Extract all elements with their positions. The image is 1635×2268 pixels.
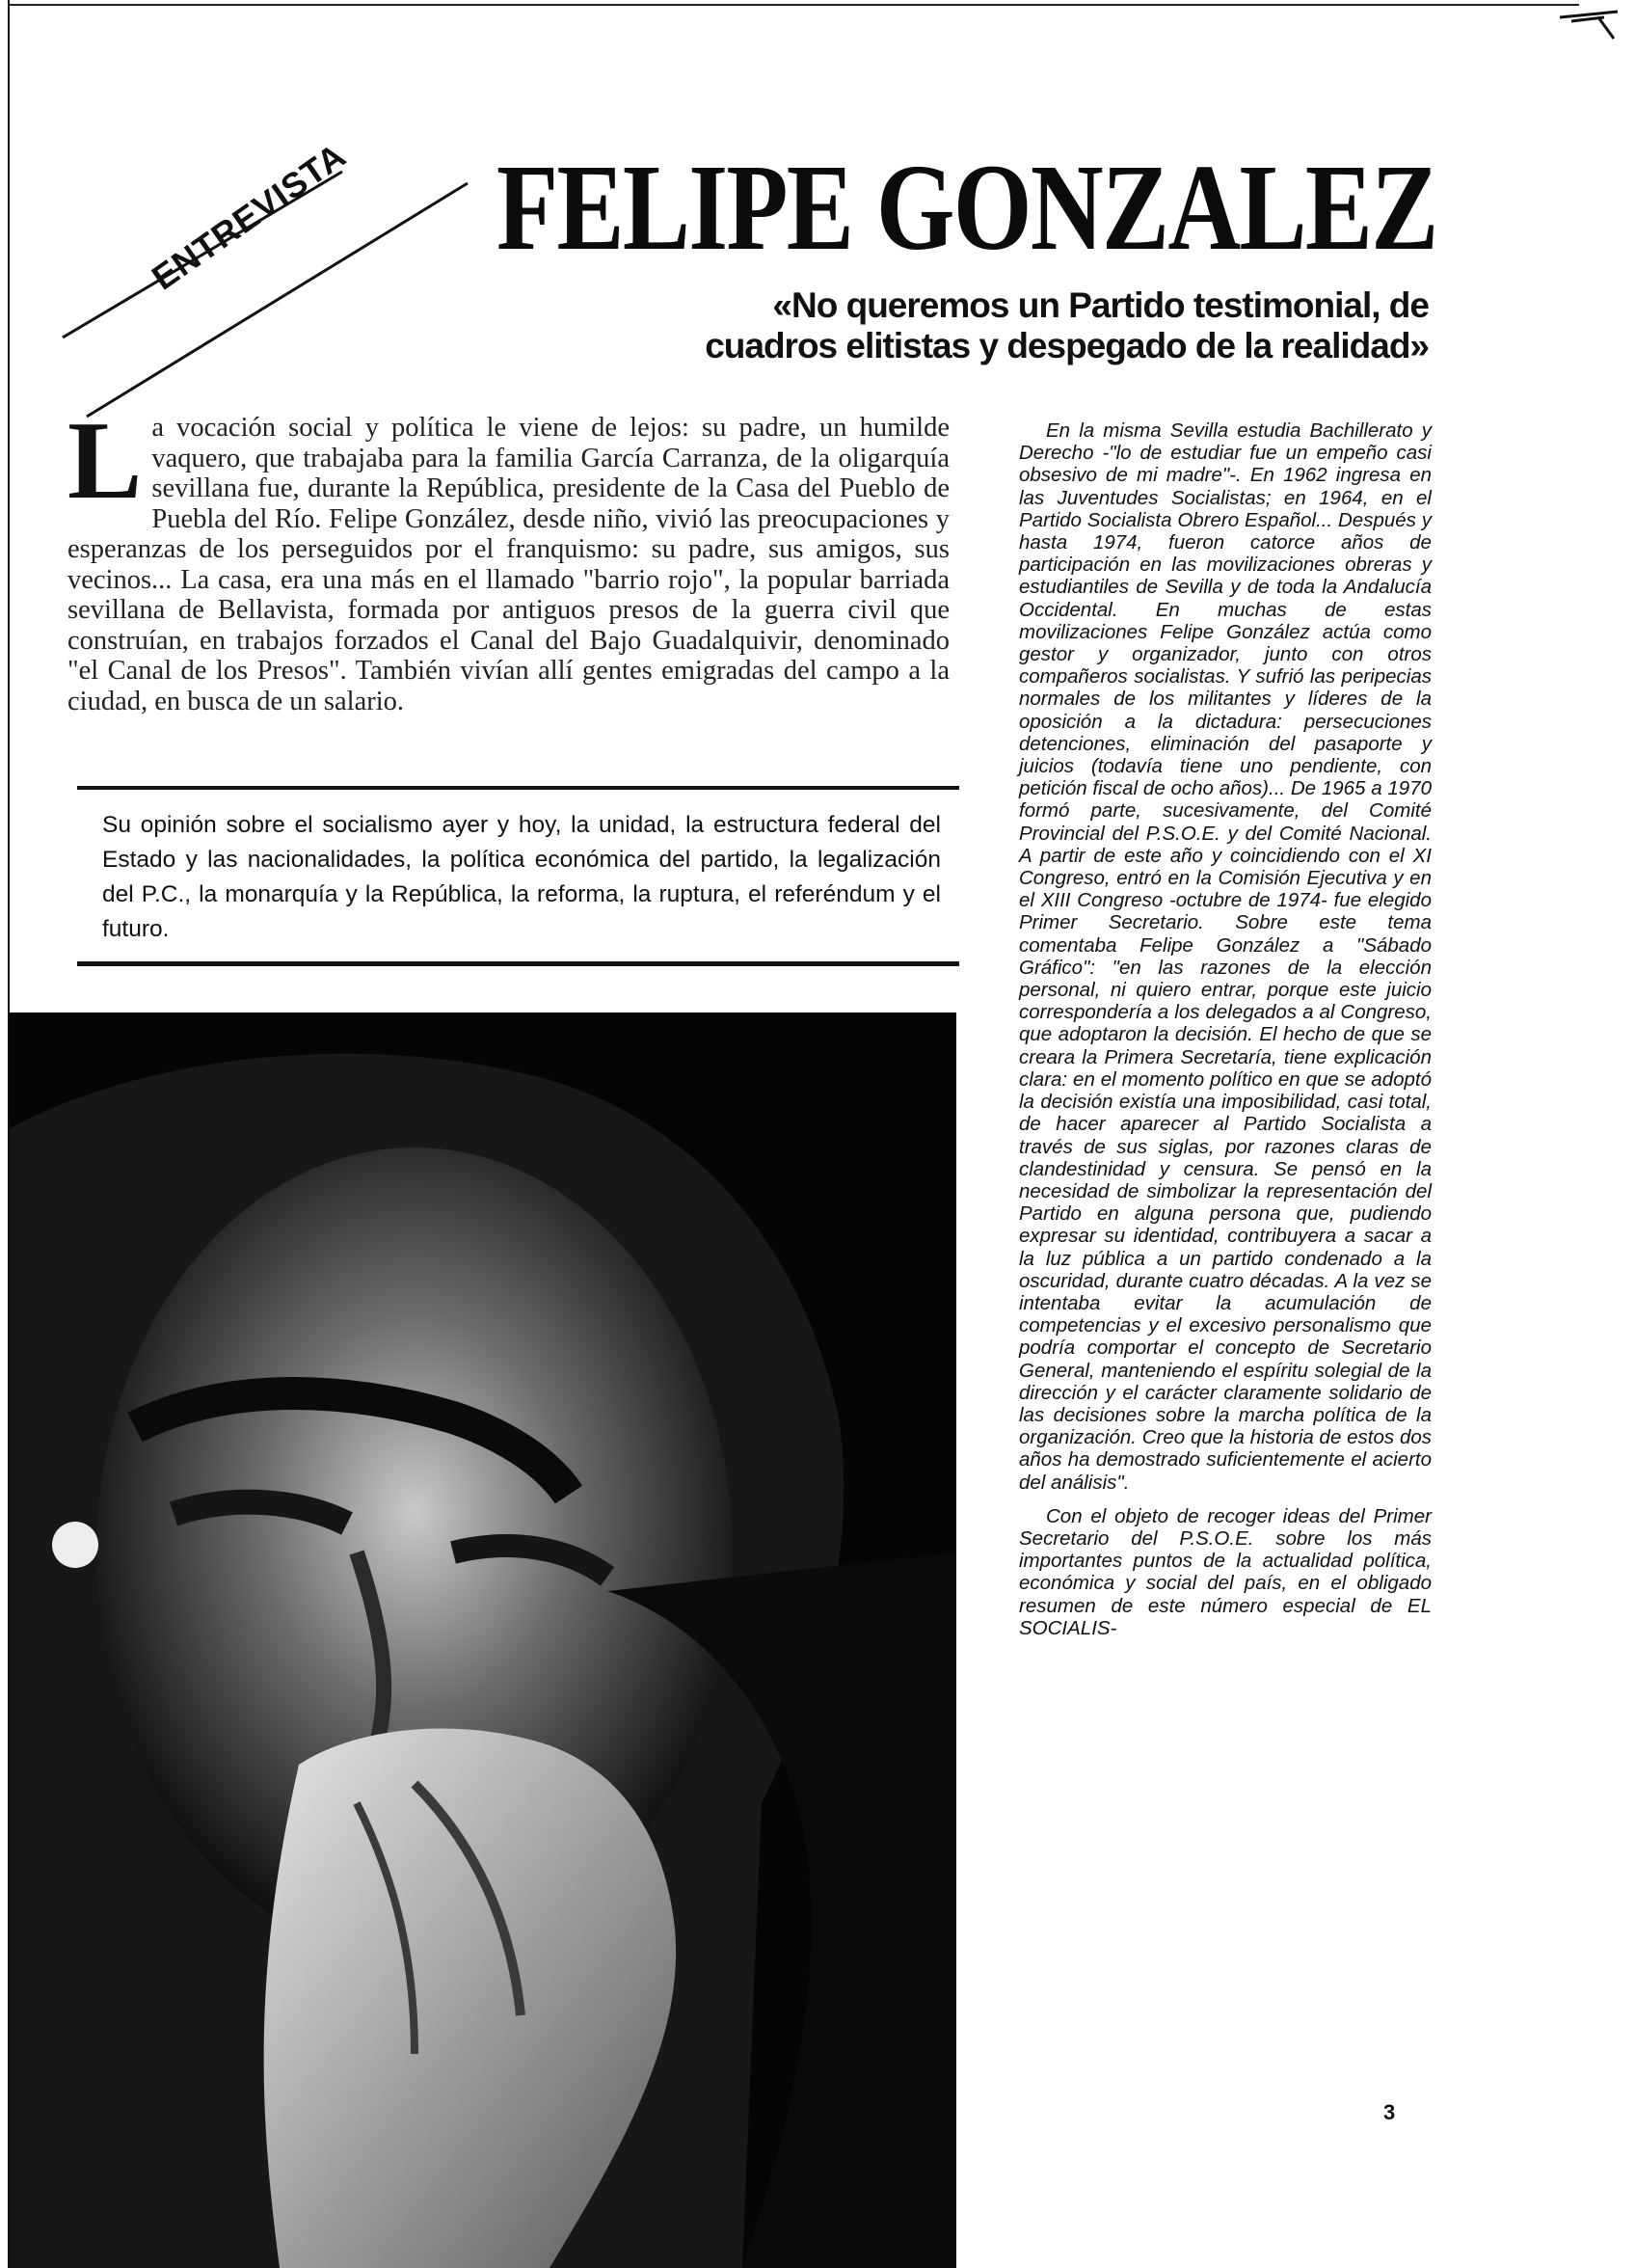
page-number: 3 xyxy=(1383,2100,1396,2124)
summary-rule-bottom xyxy=(77,961,959,966)
sidebar-column xyxy=(1019,419,1432,1651)
portrait-photo xyxy=(10,1012,956,2268)
page-border-top xyxy=(8,4,1579,6)
sidebar-paragraph-2: Con el objeto de recoger ideas del Primer Secretario del P.S.O.E. sobre los más importantes puntos de la actualidad política, económica y social del país, en el obligado resumen de este número especial de EL SOCIALIS- xyxy=(1019,1504,1432,1639)
summary-rule-top xyxy=(77,786,959,790)
subheadline-quote: «No queremos un Partido testimonial, de cuadros elitistas y despegado de la realidad» xyxy=(705,285,1429,365)
intro-text: a vocación social y política le viene de lejos: su padre, un humilde vaquero, que trabajaba para la familia García Carranza, de la oligarquía sevillana fue, durante la República, presidente de la Casa del Pueblo de Puebla del Río. Felipe González, desde niño, vivió las preocupaciones y esperanzas de los perseguidos por el franquismo: su padre, sus amigos, sus vecinos... La casa, era una más en el llamado "barrio rojo", la popular barriada sevillana de Bellavista, formada por antiguos presos de la guerra civil que construían, en trabajos forzados el Canal del Bajo Guadalquivir, denominado "el Canal de los Presos". También vivían allí gentes emigradas del campo a la ciudad, en busca de un salario. xyxy=(67,413,950,716)
corner-scribble-icon xyxy=(1554,6,1622,44)
kicker-label: ENTREVISTA xyxy=(145,135,354,298)
headline: FELIPE GONZALEZ xyxy=(496,139,1437,276)
intro-paragraph xyxy=(67,399,950,716)
drop-cap: L xyxy=(67,399,143,523)
summary-box: Su opinión sobre el socialismo ayer y hoy, la unidad, la estructura federal del Estado y las nacionalidades, la política económica del partido, la legalización del P.C., la monarquía y la República, la reforma, la ruptura, el referéndum y el futuro. xyxy=(102,812,941,942)
sidebar-paragraph-1: En la misma Sevilla estudia Bachillerato y Derecho -"lo de estudiar fue un empeño casi obsesivo de mi madre"-. En 1962 ingresa en las Juventudes Socialistas; en 1964, en el Partido Socialista Obrero Español... Después y hasta 1974, fueron catorce años de participación en las movilizaciones obreras y estudiantiles de Sevilla y de toda la Andalucía Occidental. En muchas de estas movilizaciones Felipe González actúa como gestor y organizador, junto con otros compañeros socialistas. Y sufrió las peripecias normales de los militantes y líderes de la oposición a la dictadura: persecuciones detenciones, eliminación del pasaporte y juicios (todavía tiene uno pendiente, con petición fiscal de ocho años)... De 1965 a 1970 formó parte, sucesivamente, del Comité Provincial del P.S.O.E. y del Comité Nacional. A partir de este año y coincidiendo con el XI Congreso, entró en la Comisión Ejecutiva y en el XIII Congreso -octubre de 1974- fue elegido Primer Secretario. Sobre este tema comentaba Felipe González a "Sábado Gráfico": "en las razones de la elección personal, ni quiero entrar, porque este juicio correspondería a los delegados a al Congreso, que adoptaron la decisión. El hecho de que se creara la Primera Secretaría, tiene explicación clara: en el momento político en que se adoptó la decisión existía una imposibilidad, casi total, de hacer aparecer al Partido Socialista a través de sus siglas, por razones claras de clandestinidad y censura. Se pensó en la necesidad de simbolizar la representación del Partido en alguna persona que, pudiendo expresar su identidad, contribuyera a sacar a la luz pública a un partido condenado a la oscuridad, durante cuatro décadas. A la vez se intentaba evitar la acumulación de competencias y el excesivo personalismo que podría comportar el concepto de Secretario General, manteniendo el espíritu solegial de la dirección y el carácter claramente solidario de las decisiones sobre la marcha política de la organización. Creo que la historia de estos dos años ha demostrado suficientemente el acierto del análisis". xyxy=(1019,419,1432,1494)
